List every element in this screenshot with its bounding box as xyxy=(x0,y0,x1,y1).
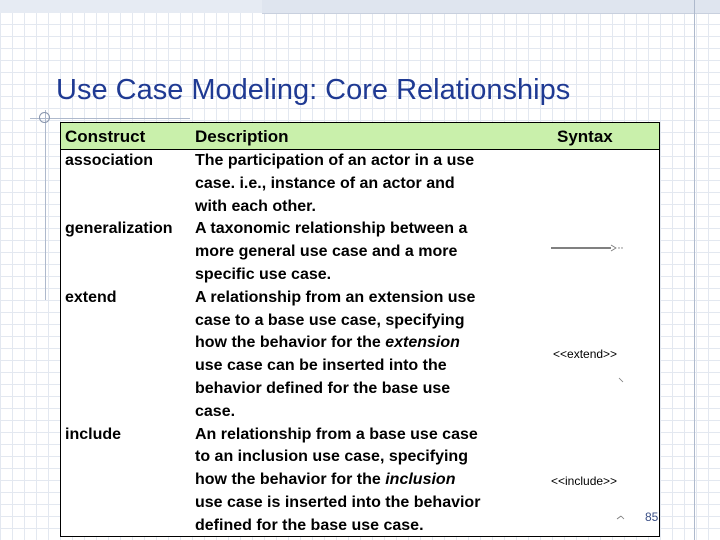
description-line: case. xyxy=(195,402,236,420)
syntax-extend-label: <<extend>> xyxy=(553,347,618,361)
construct-association: association xyxy=(65,152,154,169)
description-line: case. i.e., instance of an actor and xyxy=(195,174,455,192)
left-vertical-rule xyxy=(45,110,46,300)
header-description: Description xyxy=(195,127,289,146)
description-italic-word: extension xyxy=(385,334,460,352)
include-arrow-icon xyxy=(615,513,627,523)
description-line: case to a base use case, specifying xyxy=(195,311,465,329)
page-number: 85 xyxy=(645,510,659,524)
description-line xyxy=(195,469,455,492)
extend-arrow-icon xyxy=(617,375,627,385)
title-underline-rule xyxy=(30,118,190,119)
crosshair-ornament xyxy=(39,112,50,123)
description-line: A taxonomic relationship between a xyxy=(195,220,468,238)
description-line: with each other. xyxy=(195,197,316,215)
description-line: The participation of an actor in a use xyxy=(195,152,475,169)
syntax-include-label: <<include>> xyxy=(551,474,618,488)
description-italic-word: inclusion xyxy=(385,471,456,489)
header-syntax: Syntax xyxy=(557,127,613,146)
description-line xyxy=(195,332,460,355)
right-vertical-rule xyxy=(694,0,695,540)
description-line: use case is inserted into the behavior xyxy=(195,494,481,511)
description-line: specific use case. xyxy=(195,266,332,283)
relationships-table xyxy=(60,122,660,537)
header-construct: Construct xyxy=(65,127,146,146)
description-line: more general use case and a more xyxy=(195,243,458,261)
description-line: use case can be inserted into the xyxy=(195,357,447,375)
slide-title: Use Case Modeling: Core Relationships xyxy=(56,74,571,106)
description-line-text: how the behavior for the xyxy=(195,471,386,489)
construct-include: include xyxy=(65,425,122,443)
table-header-row xyxy=(61,123,659,150)
description-line: defined for the base use case. xyxy=(195,516,424,534)
generalization-arrow-icon xyxy=(549,241,629,255)
description-line: to an inclusion use case, specifying xyxy=(195,448,468,466)
description-line: behavior defined for the base use xyxy=(195,380,451,397)
description-line: An relationship from a base use case xyxy=(195,425,478,443)
description-line-text: how the behavior for the xyxy=(195,334,386,352)
top-decor-bar-left xyxy=(0,0,262,13)
description-line: A relationship from an extension use xyxy=(195,288,476,306)
construct-extend: extend xyxy=(65,288,117,306)
top-decor-bar-right xyxy=(262,0,720,14)
construct-generalization: generalization xyxy=(65,220,173,238)
